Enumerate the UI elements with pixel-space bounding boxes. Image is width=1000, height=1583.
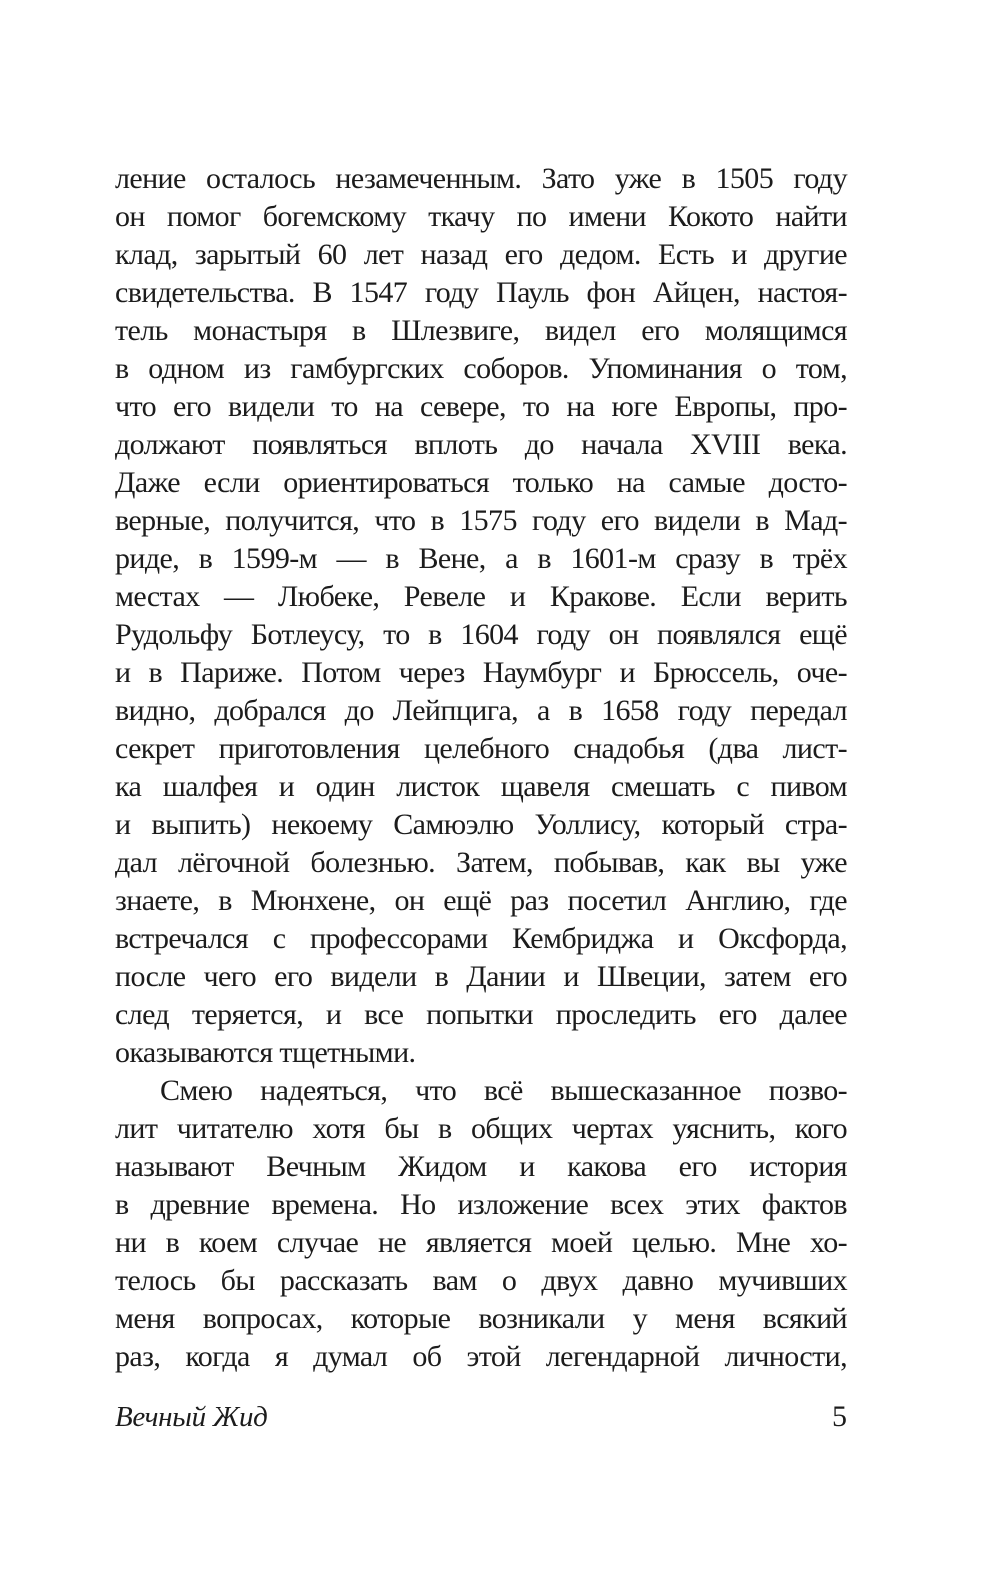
running-footer-title: Вечный Жид bbox=[115, 1401, 268, 1433]
text-line: лит читателю хотя бы в общих чертах уяснить, кого bbox=[115, 1112, 847, 1145]
text-line: Даже если ориентироваться только на самые досто- bbox=[115, 466, 847, 499]
text-line: оказываются тщетными. bbox=[115, 1036, 416, 1069]
text-line: след теряется, и все попытки проследить его далее bbox=[115, 998, 847, 1031]
text-line: ление осталось незамеченным. Зато уже в 1505 году bbox=[115, 162, 847, 195]
text-line: верные, получится, что в 1575 году его видели в Мад- bbox=[115, 504, 847, 537]
text-line: что его видели то на севере, то на юге Европы, про- bbox=[115, 390, 847, 423]
text-line: раз, когда я думал об этой легендарной личности, bbox=[115, 1340, 847, 1373]
text-line: ни в коем случае не является моей целью. Мне хо- bbox=[115, 1226, 847, 1259]
text-line: телось бы рассказать вам о двух давно мучивших bbox=[115, 1264, 847, 1297]
text-line: и выпить) некоему Самюэлю Уоллису, который стра- bbox=[115, 808, 847, 841]
text-line: клад, зарытый 60 лет назад его дедом. Есть и другие bbox=[115, 238, 847, 271]
text-line: должают появляться вплоть до начала XVIII века. bbox=[115, 428, 847, 461]
text-line: секрет приготовления целебного снадобья (два лист- bbox=[115, 732, 847, 765]
text-line: риде, в 1599-м — в Вене, а в 1601-м сразу в трёх bbox=[115, 542, 847, 575]
text-line: после чего его видели в Дании и Швеции, затем его bbox=[115, 960, 847, 993]
text-line: Смею надеяться, что всё вышесказанное позво- bbox=[160, 1074, 847, 1107]
text-line: видно, добрался до Лейпцига, а в 1658 году передал bbox=[115, 694, 847, 727]
text-line: меня вопросах, которые возникали у меня всякий bbox=[115, 1302, 847, 1335]
text-line: Рудольфу Ботлеусу, то в 1604 году он появлялся ещё bbox=[115, 618, 847, 651]
text-line: ка шалфея и один листок щавеля смешать с пивом bbox=[115, 770, 847, 803]
text-line: он помог богемскому ткачу по имени Кокото найти bbox=[115, 200, 847, 233]
text-line: тель монастыря в Шлезвиге, видел его молящимся bbox=[115, 314, 847, 347]
page-number: 5 bbox=[832, 1400, 847, 1433]
text-line: знаете, в Мюнхене, он ещё раз посетил Англию, где bbox=[115, 884, 847, 917]
text-line: называют Вечным Жидом и какова его история bbox=[115, 1150, 847, 1183]
text-line: дал лёгочной болезнью. Затем, побывав, как вы уже bbox=[115, 846, 847, 879]
text-line: в древние времена. Но изложение всех этих фактов bbox=[115, 1188, 847, 1221]
text-line: и в Париже. Потом через Наумбург и Брюссель, оче- bbox=[115, 656, 847, 689]
text-line: местах — Любеке, Ревеле и Кракове. Если верить bbox=[115, 580, 847, 613]
text-line: встречался с профессорами Кембриджа и Оксфорда, bbox=[115, 922, 847, 955]
text-block bbox=[115, 160, 847, 1376]
text-line: в одном из гамбургских соборов. Упоминания о том, bbox=[115, 352, 847, 385]
running-footer bbox=[115, 1400, 847, 1434]
text-line: свидетельства. В 1547 году Пауль фон Айцен, настоя- bbox=[115, 276, 847, 309]
